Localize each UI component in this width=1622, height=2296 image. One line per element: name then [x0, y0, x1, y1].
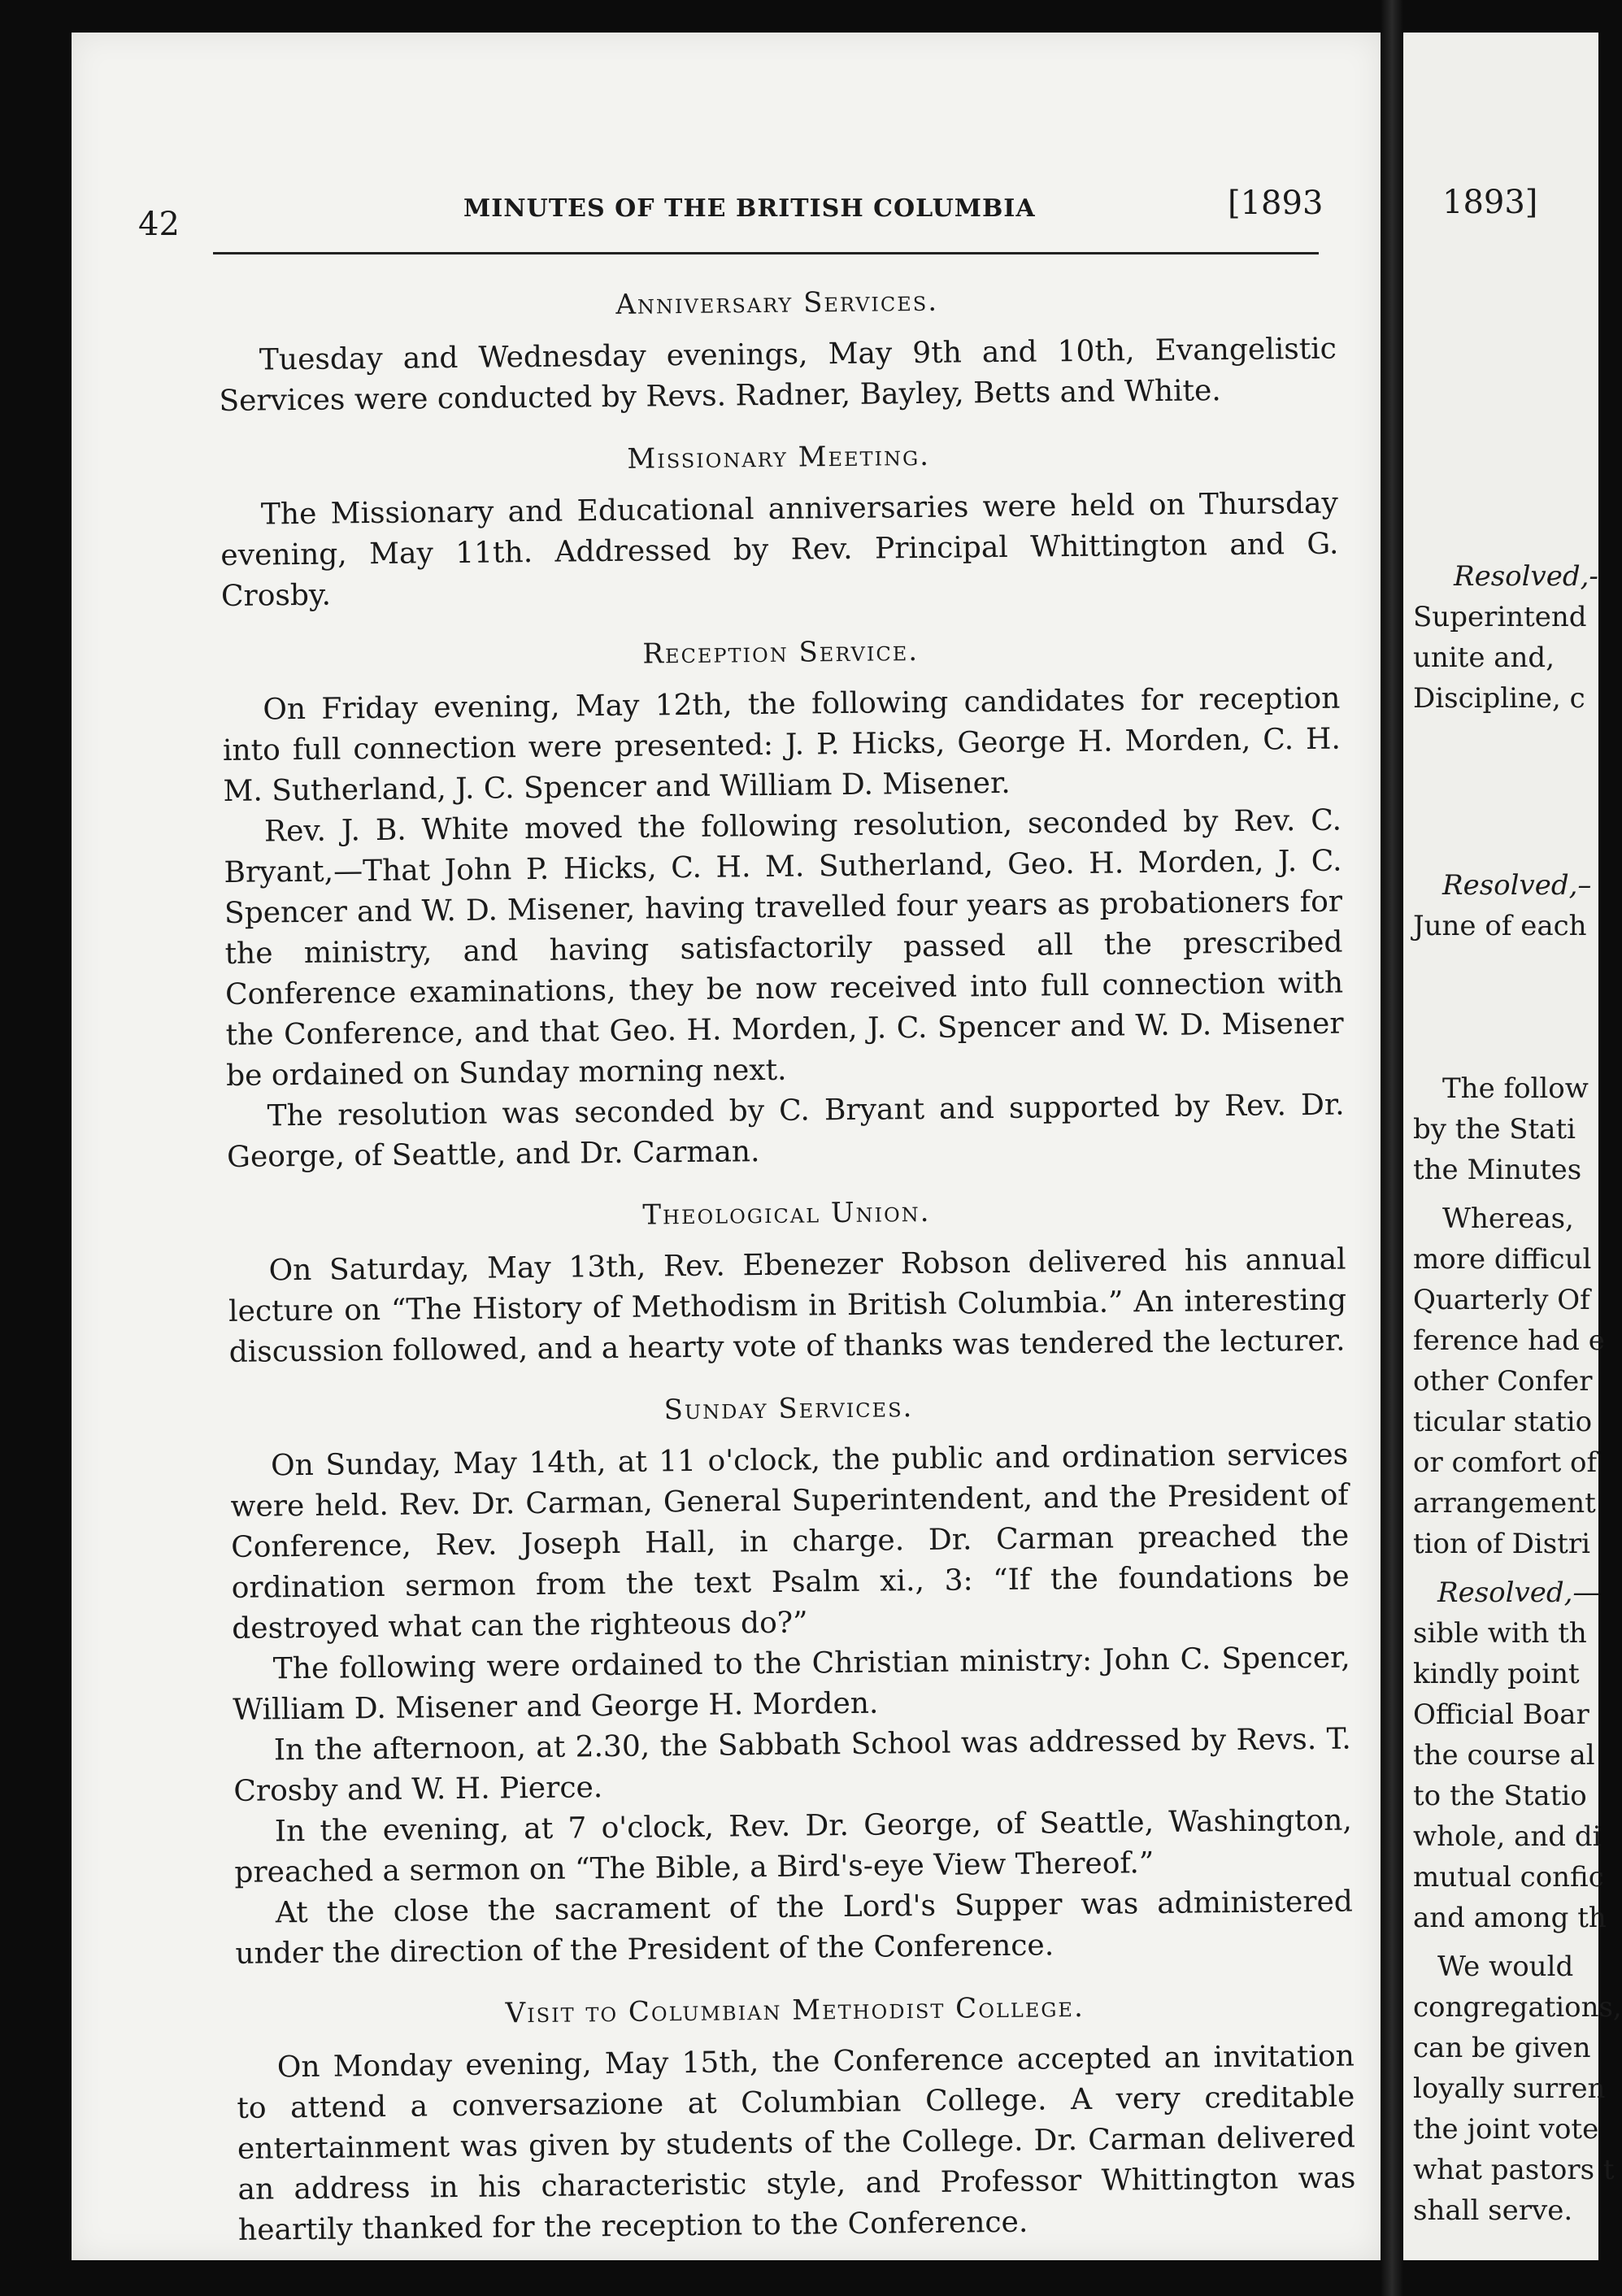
right-line: Discipline, c: [1413, 682, 1585, 715]
right-line: the Minutes: [1413, 1154, 1582, 1186]
section-title: Theological Union.: [642, 1195, 931, 1232]
right-line: June of each: [1413, 910, 1587, 942]
right-line: We would: [1437, 1950, 1574, 1983]
paragraph: The Missionary and Educational anniversaries were held on Thursday evening, May 11th. Addressed by Rev. Principal Whittington and G. Crosby.: [220, 486, 1339, 613]
paragraph: Rev. J. B. White moved the following resolution, seconded by Rev. C. Bryant,—That John P. Hicks, C. H. M. Sutherland, Geo. H. Morden, J. C. Spencer and W. D. Misener, having travelled four years as probationers for the ministry, and having satisfactorily passed all the prescribed Conference examinations, they be now received into full connection with the Conference, and that Geo. H. Morden, J. C. Spencer and W. D. Misener be ordained on Sunday morning next.: [224, 803, 1344, 1093]
right-line: Resolved,–: [1442, 869, 1592, 902]
right-line: Official Boar: [1413, 1698, 1589, 1731]
paragraph: The resolution was seconded by C. Bryant and supported by Rev. Dr. George, of Seattle, and Dr. Carman.: [226, 1088, 1345, 1174]
right-line: congregations,: [1413, 1991, 1622, 2024]
section-title: Reception Service.: [642, 634, 920, 671]
right-line: kindly point: [1413, 1658, 1580, 1690]
right-line: unite and,: [1413, 641, 1555, 674]
right-line: arrangement: [1413, 1487, 1596, 1520]
paragraph: The following were ordained to the Christian ministry: John C. Spencer, William D. Misener and George H. Morden.: [233, 1641, 1350, 1727]
paragraph: At the close the sacrament of the Lord's Supper was administered under the direction of the President of the Conference.: [235, 1885, 1354, 1971]
section-title: Sunday Services.: [663, 1391, 914, 1427]
right-line: the course al: [1413, 1739, 1595, 1772]
right-line: other Confer: [1413, 1365, 1593, 1398]
paragraph: Tuesday and Wednesday evenings, May 9th and 10th, Evangelistic Services were conducted by Revs. Radner, Bayley, Betts and White.: [219, 332, 1337, 418]
right-line: mutual confic: [1413, 1861, 1604, 1894]
header-rule: [213, 252, 1319, 254]
right-line: Quarterly Of: [1413, 1284, 1590, 1316]
right-line: or comfort of: [1413, 1446, 1598, 1479]
paragraph: On Monday evening, May 15th, the Conference accepted an invitation to attend a conversazione at Columbian College. A very creditable entertainment was given by students of the College. Dr. Carman delivered an address in his characteristic style, and Professor Whittington was heartily thanked for the reception to the Conference.: [237, 2039, 1356, 2247]
paragraph: On Sunday, May 14th, at 11 o'clock, the public and ordination services were held. Rev. Dr. Carman, General Superintendent, and the President of Conference, Rev. Joseph Hall, in charge. Dr. Carman preached the ordination sermon from the text Psalm xi., 3: “If the foundations be destroyed what can the righteous do?”: [230, 1437, 1350, 1646]
page-number: 42: [138, 206, 180, 243]
right-line: loyally surren: [1413, 2072, 1606, 2105]
paragraph: On Friday evening, May 12th, the following candidates for reception into full connection were presented: J. P. Hicks, George H. Morden, C. H. M. Sutherland, J. C. Spencer and William D. Misener.: [222, 681, 1342, 808]
right-line: The follow: [1442, 1072, 1589, 1105]
paragraph: On Saturday, May 13th, Rev. Ebenezer Robson delivered his annual lecture on “The History of Methodism in British Columbia.” An interesting discussion followed, and a hearty vote of thanks was tendered the lecturer.: [228, 1242, 1347, 1369]
right-line: sible with th: [1413, 1617, 1587, 1650]
right-line: ticular statio: [1413, 1406, 1593, 1438]
book-spine: [1381, 0, 1403, 2296]
right-line: Superintend: [1413, 601, 1587, 633]
right-line: the joint vote: [1413, 2113, 1599, 2146]
right-line: tion of Distri: [1413, 1528, 1590, 1560]
right-line: to the Statio: [1413, 1780, 1587, 1812]
section-title: Anniversary Services.: [615, 285, 939, 321]
section-title: Visit to Columbian Methodist College.: [505, 1990, 1085, 2030]
right-line: whole, and di: [1413, 1820, 1602, 1853]
section-title: Missionary Meeting.: [627, 439, 931, 476]
right-line: Whereas,: [1442, 1202, 1574, 1235]
paragraph: In the afternoon, at 2.30, the Sabbath School was addressed by Revs. T. Crosby and W. H. Pierce.: [233, 1722, 1351, 1808]
right-line: what pastors t: [1413, 2154, 1615, 2186]
page-header: [138, 183, 1324, 248]
right-line: Resolved,-: [1454, 560, 1598, 593]
right-page-year: 1893]: [1442, 184, 1538, 221]
right-line: by the Stati: [1413, 1113, 1576, 1146]
right-line: ference had e: [1413, 1324, 1605, 1357]
header-year: [1893: [1228, 185, 1324, 222]
right-line: can be given: [1413, 2032, 1591, 2064]
right-line: Resolved,—: [1437, 1576, 1601, 1609]
page-content: [218, 277, 1356, 2251]
running-title: MINUTES OF THE BRITISH COLUMBIA: [463, 194, 1036, 223]
right-line: and among th: [1413, 1902, 1607, 1934]
right-line: shall serve.: [1413, 2194, 1573, 2227]
right-line: more difficul: [1413, 1243, 1592, 1276]
paragraph: In the evening, at 7 o'clock, Rev. Dr. George, of Seattle, Washington, preached a sermon on “The Bible, a Bird's-eye View Thereof.”: [234, 1803, 1353, 1889]
